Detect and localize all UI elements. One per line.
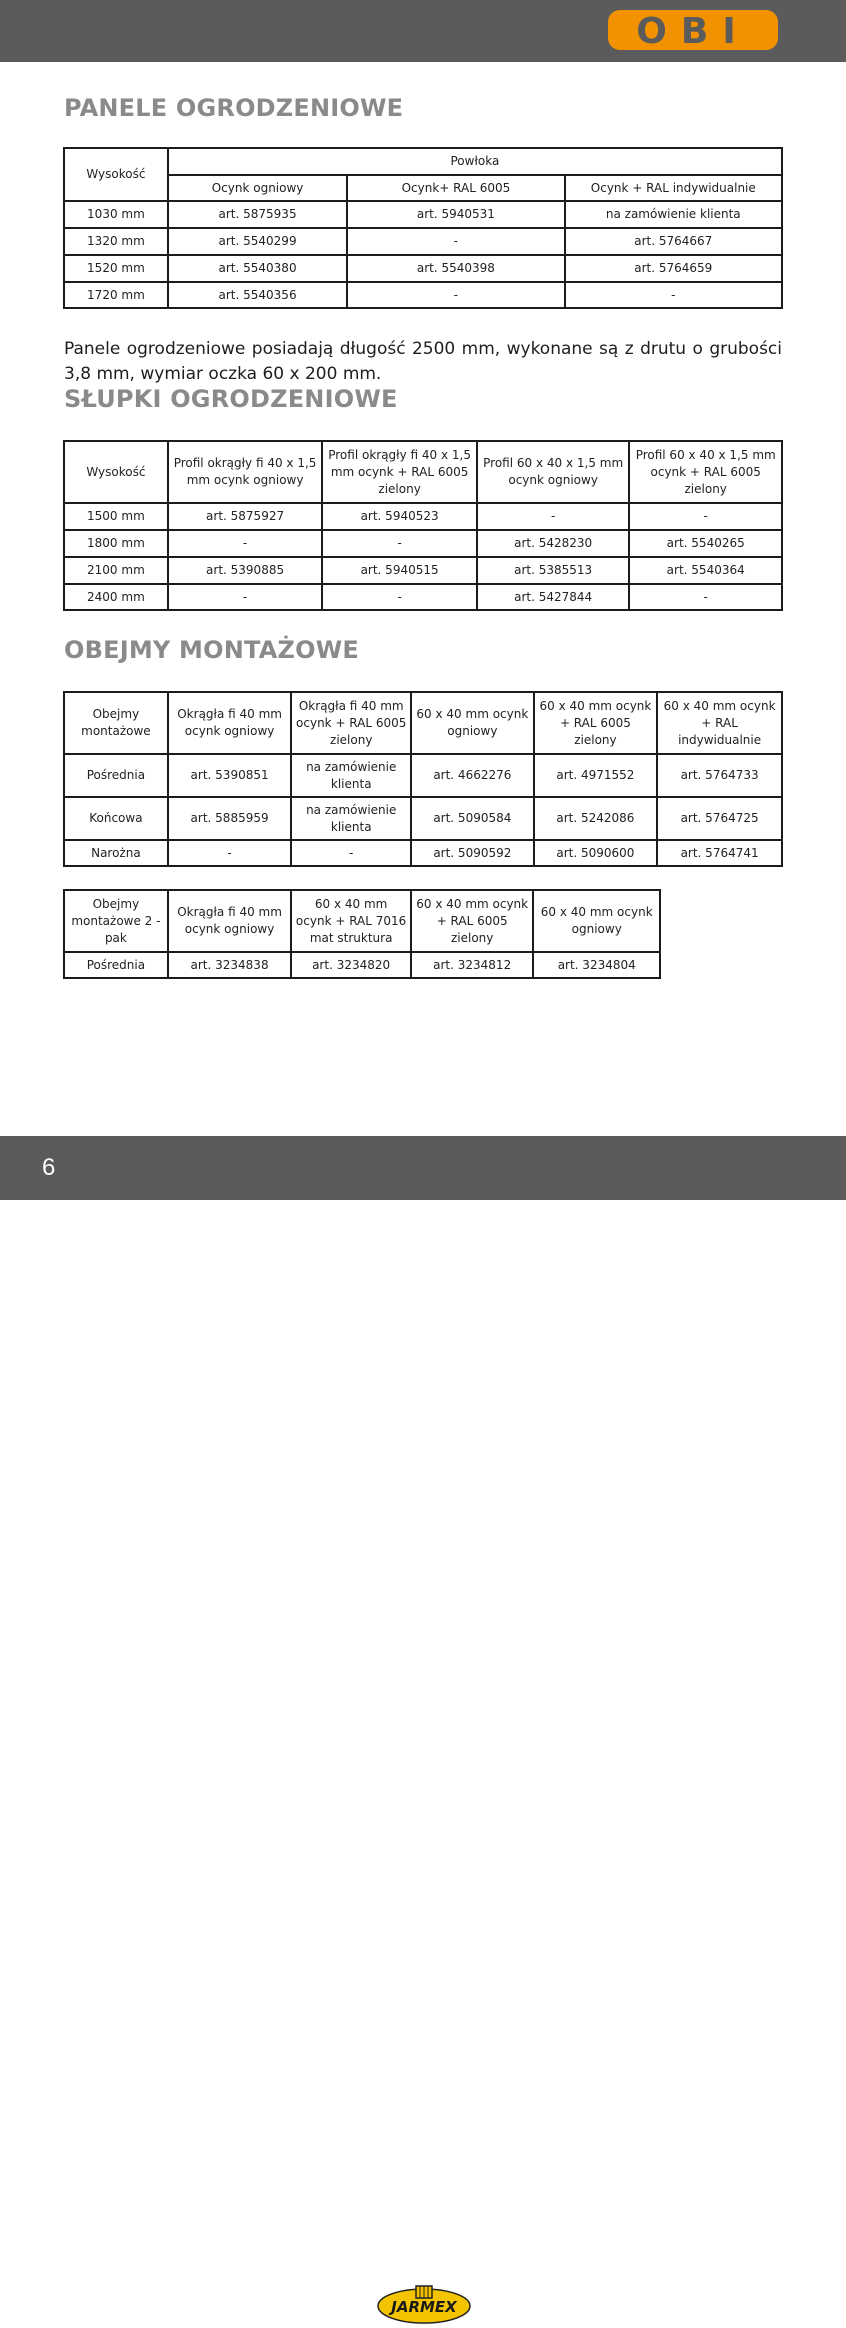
table-cell: art. 5764741 [657,840,782,866]
table-cell: art. 5540380 [168,255,347,282]
table-cell: 1500 mm [64,503,168,530]
table-cell: - [347,282,564,308]
panele-header-col: Ocynk + RAL indywidualnie [565,175,782,201]
table-cell: - [168,840,292,866]
table-cell: art. 5875935 [168,201,347,228]
table-cell: 1800 mm [64,530,168,557]
table-cell: art. 5540356 [168,282,347,308]
table-cell: - [565,282,782,308]
table-cell: 2100 mm [64,557,168,584]
panele-description: Panele ogrodzeniowe posiadają długość 2500 mm, wykonane są z drutu o grubości 3,8 mm, wymiar oczka 60 x 200 mm. [64,339,782,384]
obejmy-header: Okrągła fi 40 mm ocynk ogniowy [168,692,292,754]
table-cell: Narożna [64,840,168,866]
obejmy-table [63,691,783,867]
table-cell: 1320 mm [64,228,168,255]
slupki-header: Profil 60 x 40 x 1,5 mm ocynk + RAL 6005 zielony [629,441,782,503]
slupki-header: Profil okrągły fi 40 x 1,5 mm ocynk ogniowy [168,441,323,503]
section-title-slupki: SŁUPKI OGRODZENIOWE [64,385,398,413]
panele-header-wysokosc: Wysokość [64,148,168,201]
slupki-header: Profil 60 x 40 x 1,5 mm ocynk ogniowy [477,441,630,503]
table-row [64,228,782,255]
section-title-obejmy: OBEJMY MONTAŻOWE [64,636,359,664]
obejmy-header: Okrągła fi 40 mm ocynk + RAL 6005 zielony [291,692,411,754]
table-cell: art. 5090584 [411,797,534,840]
table-row [64,754,782,797]
table-row [64,530,782,557]
slupki-header: Wysokość [64,441,168,503]
table-cell: art. 5764667 [565,228,782,255]
table-cell: art. 4662276 [411,754,534,797]
table-cell: art. 5764725 [657,797,782,840]
table-cell: art. 5242086 [534,797,658,840]
table-cell: art. 5540398 [347,255,564,282]
table-row [64,255,782,282]
svg-text:OBI: OBI [636,11,750,50]
panele-header-powloka: Powłoka [168,148,782,175]
table-cell: 1720 mm [64,282,168,308]
svg-text:JARMEX: JARMEX [391,2298,457,2316]
table-row [64,201,782,228]
table-cell: - [291,840,411,866]
obejmy-header: 60 x 40 mm ocynk + RAL indywidualnie [657,692,782,754]
table-cell: art. 4971552 [534,754,658,797]
table-cell: art. 5764659 [565,255,782,282]
obejmy-header: Obejmy montażowe [64,692,168,754]
jarmex-logo [376,2280,472,2328]
table-cell: - [629,584,782,610]
panele-header-col: Ocynk+ RAL 6005 [347,175,564,201]
table-row [64,797,782,840]
table-cell: art. 5940531 [347,201,564,228]
obejmy2-header: 60 x 40 mm ocynk ogniowy [533,890,660,952]
table-cell: art. 5390885 [168,557,323,584]
obejmy-header: 60 x 40 mm ocynk ogniowy [411,692,534,754]
table-cell: art. 5885959 [168,797,292,840]
panele-header-col: Ocynk ogniowy [168,175,347,201]
table-cell: art. 5540299 [168,228,347,255]
table-row [64,557,782,584]
table-cell: - [322,584,477,610]
table-cell: 1520 mm [64,255,168,282]
header-bar [0,0,846,62]
table-cell: Pośrednia [64,952,168,978]
table-cell: art. 5940523 [322,503,477,530]
table-cell: art. 3234820 [291,952,411,978]
section-title-panele: PANELE OGRODZENIOWE [64,94,404,122]
table-row [64,840,782,866]
table-cell: art. 5428230 [477,530,630,557]
table-cell: - [629,503,782,530]
table-cell: art. 3234812 [411,952,534,978]
table-cell: 2400 mm [64,584,168,610]
footer-bar [0,1136,846,2316]
table-cell: - [477,503,630,530]
table-cell: Pośrednia [64,754,168,797]
slupki-table [63,440,783,611]
table-row [64,952,660,978]
obejmy-header: 60 x 40 mm ocynk + RAL 6005 zielony [534,692,658,754]
table-row [64,503,782,530]
table-cell: na zamówienie klienta [565,201,782,228]
table-cell: - [347,228,564,255]
table-cell: - [168,530,323,557]
page-number: 6 [42,1154,56,1181]
obejmy2-header: Obejmy montażowe 2 - pak [64,890,168,952]
obi-logo [608,10,778,50]
table-cell: art. 5764733 [657,754,782,797]
table-cell: art. 5540364 [629,557,782,584]
table-cell: - [168,584,323,610]
slupki-header: Profil okrągły fi 40 x 1,5 mm ocynk + RAL 6005 zielony [322,441,477,503]
table-cell: art. 5940515 [322,557,477,584]
table-cell: art. 5385513 [477,557,630,584]
obejmy-2pak-table [63,889,661,979]
table-cell: art. 5090600 [534,840,658,866]
table-cell: art. 5390851 [168,754,292,797]
table-cell: - [322,530,477,557]
table-cell: art. 5540265 [629,530,782,557]
obejmy2-header: Okrągła fi 40 mm ocynk ogniowy [168,890,292,952]
table-cell: na zamówienie klienta [291,797,411,840]
obejmy2-header: 60 x 40 mm ocynk + RAL 6005 zielony [411,890,534,952]
obejmy2-header: 60 x 40 mm ocynk + RAL 7016 mat struktura [291,890,411,952]
table-cell: 1030 mm [64,201,168,228]
table-cell: art. 3234838 [168,952,292,978]
table-cell: art. 3234804 [533,952,660,978]
table-cell: art. 5090592 [411,840,534,866]
table-row [64,584,782,610]
table-cell: na zamówienie klienta [291,754,411,797]
table-row [64,282,782,308]
table-cell: art. 5427844 [477,584,630,610]
table-cell: art. 5875927 [168,503,323,530]
table-cell: Końcowa [64,797,168,840]
panele-table [63,147,783,309]
